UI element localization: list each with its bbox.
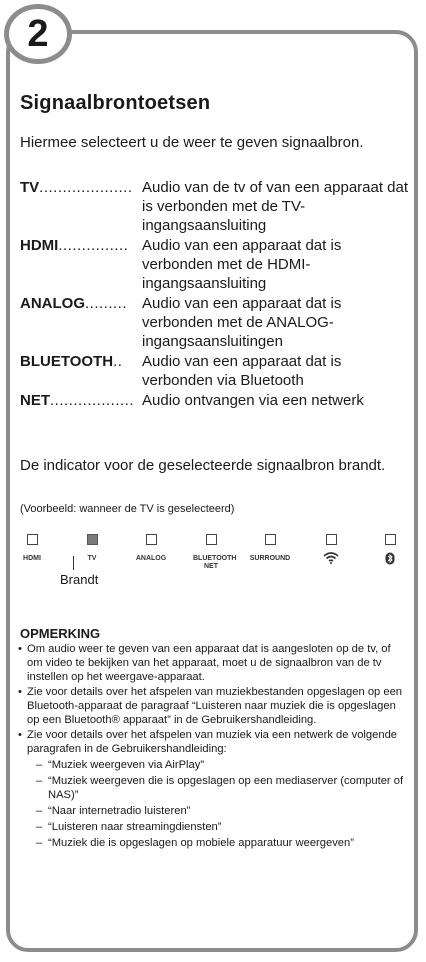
subnote-text: “Naar internetradio luisteren” <box>48 805 191 817</box>
brandt-label: Brandt <box>60 572 99 587</box>
subnote-item: – “Luisteren naar streamingdiensten” <box>36 821 222 833</box>
indicator-light <box>265 534 276 545</box>
indicator-light <box>326 534 337 545</box>
term: BLUETOOTH <box>20 353 114 370</box>
indicator-light <box>146 534 157 545</box>
wifi-icon <box>323 552 339 564</box>
note-item <box>18 685 404 727</box>
note-item <box>18 728 404 850</box>
definition-item <box>20 178 410 235</box>
bluetooth-icon <box>385 552 395 565</box>
indicator-hdmi <box>6 534 58 563</box>
subnote-text: “Luisteren naar streamingdiensten” <box>48 821 222 833</box>
indicator-light <box>385 534 396 545</box>
indicator-bluetooth-net <box>185 534 237 571</box>
note-heading: OPMERKING <box>20 626 101 641</box>
term-description: Audio van een apparaat dat is verbonden via Bluetooth <box>142 353 342 389</box>
term-dots: .................... <box>39 179 133 196</box>
indicator-label: SURROUND <box>249 555 291 562</box>
step-number-badge: 2 <box>4 4 72 64</box>
term: ANALOG <box>20 295 85 312</box>
term-description: Audio van een apparaat dat is verbonden met de ANALOG-ingangsaansluitingen <box>142 295 342 350</box>
indicator-wifi <box>305 534 357 564</box>
term-dots: .................. <box>50 392 135 409</box>
subnote-text: “Muziek weergeven via AirPlay” <box>48 759 205 771</box>
subnote-item: – “Muziek die is opgeslagen op mobiele apparatuur weergeven” <box>36 837 354 849</box>
indicator-light <box>206 534 217 545</box>
indicator-label: BLUETOOTH NET <box>193 555 237 570</box>
indicator-analog <box>125 534 177 563</box>
subnote-text: “Muziek weergeven die is opgeslagen op een mediaserver (computer of NAS)” <box>48 775 404 801</box>
definition-item <box>20 236 410 293</box>
intro-text: Hiermee selecteert u de weer te geven signaalbron. <box>20 134 364 151</box>
term-dots: ......... <box>85 295 128 312</box>
indicator-surround <box>244 534 296 563</box>
note-text: Zie voor details over het afspelen van muziekbestanden opgeslagen op een Bluetooth-apparaat de paragraaf “Luisteren naar muziek die is opgeslagen op een Bluetooth® apparaat” in de Gebruikershandleiding. <box>27 686 403 726</box>
example-text: (Voorbeeld: wanneer de TV is geselecteerd) <box>20 503 235 515</box>
definition-item <box>20 294 410 351</box>
definition-item <box>20 352 410 390</box>
term-description: Audio van een apparaat dat is verbonden met de HDMI-ingangsaansluiting <box>142 237 342 292</box>
brandt-pointer-line <box>73 556 74 570</box>
note-text: Zie voor details over het afspelen van muziek via een netwerk de volgende paragrafen in de Gebruikershandleiding: <box>27 729 398 755</box>
indicator-light <box>27 534 38 545</box>
term-description: Audio ontvangen via een netwerk <box>142 392 364 409</box>
section-title: Signaalbrontoetsen <box>20 92 211 114</box>
definition-list <box>20 178 410 411</box>
term-description: Audio van de tv of van een apparaat dat is verbonden met de TV-ingangsaansluiting <box>142 179 409 234</box>
subnote-item: – “Muziek weergeven die is opgeslagen op een mediaserver (computer of NAS)” <box>36 775 404 801</box>
notes-list <box>18 642 404 851</box>
term: TV <box>20 179 40 196</box>
indicator-text: De indicator voor de geselecteerde signaalbron brandt. <box>20 457 386 474</box>
indicator-bluetooth <box>364 534 416 565</box>
term-dots: ............... <box>58 237 129 254</box>
subnote-item: – “Naar internetradio luisteren” <box>36 805 191 817</box>
term-dots: .. <box>113 353 123 370</box>
indicator-light-lit <box>87 534 98 545</box>
indicator-label: TV <box>87 555 97 562</box>
definition-item <box>20 391 410 410</box>
note-item <box>18 642 404 684</box>
term: HDMI <box>20 237 59 254</box>
subnote-item: – “Muziek weergeven via AirPlay” <box>36 759 205 771</box>
indicator-label: ANALOG <box>135 555 167 562</box>
note-text: Om audio weer te geven van een apparaat dat is aangesloten op de tv, of om video te bekijken van het apparaat, moet u de signaalbron van de tv instellen op het weergave-apparaat. <box>27 643 391 683</box>
subnote-text: “Muziek die is opgeslagen op mobiele apparatuur weergeven” <box>48 837 354 849</box>
term: NET <box>20 392 50 409</box>
indicator-label: HDMI <box>23 555 41 562</box>
